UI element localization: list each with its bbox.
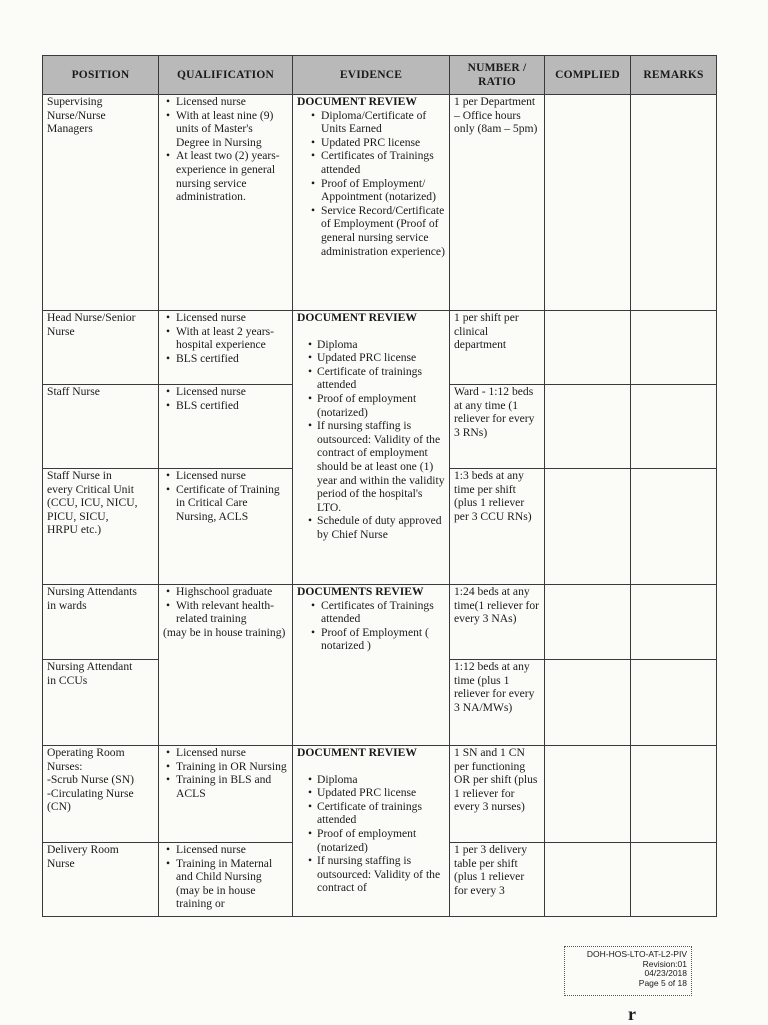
qualification-item: • Training in OR Nursing [176, 760, 288, 774]
cell-remarks [631, 843, 717, 917]
qualification-item: • Certificate of Training in Critical Care Nursing, ACLS [176, 483, 288, 524]
position-line: Operating Room [47, 746, 125, 759]
cell-ratio: 1:3 beds at any time per shift (plus 1 reliever per 3 CCU RNs) [450, 469, 545, 585]
cell-position [43, 746, 159, 843]
header-number-line1: NUMBER / [467, 62, 527, 74]
qualification-item: • Licensed nurse [176, 843, 288, 857]
evidence-item: • Updated PRC license [317, 351, 445, 365]
header-complied: COMPLIED [545, 56, 631, 95]
cell-remarks [631, 585, 717, 660]
position-line: PICU, SICU, [47, 509, 109, 523]
evidence-item: • Proof of Employment/ Appointment (notarized) [321, 177, 445, 204]
position-line: Nurse/Nurse [47, 108, 106, 122]
cell-ratio: 1 per 3 delivery table per shift (plus 1 reliever for every 3 [450, 843, 545, 917]
position-line: in wards [47, 598, 87, 612]
position-line: -Scrub Nurse (SN) [47, 773, 134, 787]
cell-ratio: 1:24 beds at any time(1 reliever for every 3 NAs) [450, 585, 545, 660]
cell-evidence [293, 311, 450, 585]
cell-remarks [631, 385, 717, 469]
position-line: Managers [47, 122, 93, 136]
evidence-item: • If nursing staffing is outsourced: Validity of the contract of [317, 854, 445, 895]
revision-number: Revision:01 [642, 958, 687, 969]
cell-ratio: Ward - 1:12 beds at any time (1 reliever for every 3 RNs) [450, 385, 545, 469]
evidence-item: • Updated PRC license [317, 786, 445, 800]
qualification-item: • Licensed nurse [176, 385, 288, 399]
page-number: Page 5 of 18 [638, 977, 687, 988]
position-line: Head Nurse/Senior [47, 311, 136, 324]
qualification-item: • Licensed nurse [176, 311, 288, 325]
cell-complied [545, 660, 631, 746]
header-position: POSITION [43, 56, 159, 95]
evidence-item: • Certificate of trainings attended [317, 800, 445, 827]
evidence-item: • Proof of employment (notarized) [317, 392, 445, 419]
position-line: Nurse [47, 324, 75, 338]
revision-date: 04/23/2018 [644, 968, 687, 979]
cell-remarks [631, 746, 717, 843]
qualification-item: • BLS certified [176, 352, 288, 366]
evidence-item: • If nursing staffing is outsourced: Validity of the contract of employment should be at least one (1) year and within the validity period of the hospital's LTO. [317, 419, 445, 514]
qualification-item: • Licensed nurse [176, 746, 288, 760]
position-line: Nursing Attendants [47, 585, 137, 598]
table-row [43, 95, 717, 311]
cell-complied [545, 95, 631, 311]
handwritten-mark: r [628, 1004, 636, 1024]
cell-qualification [159, 469, 293, 585]
cell-position [43, 660, 159, 746]
evidence-item: • Service Record/Certificate of Employment (Proof of general nursing service administration experience) [321, 204, 445, 258]
position-line: HRPU etc.) [47, 523, 102, 537]
cell-qualification [159, 385, 293, 469]
evidence-item: • Diploma/Certificate of Units Earned [321, 109, 445, 136]
cell-ratio: 1:12 beds at any time (plus 1 reliever for every 3 NA/MWs) [450, 660, 545, 746]
cell-qualification [159, 746, 293, 843]
cell-position [43, 585, 159, 660]
header-number-line2: RATIO [478, 76, 516, 88]
position-line: Staff Nurse [47, 385, 100, 398]
position-line: (CCU, ICU, NICU, [47, 496, 138, 510]
qualification-item: • Licensed nurse [176, 469, 288, 483]
table-header-row [43, 56, 717, 95]
cell-complied [545, 843, 631, 917]
qualification-item: • Training in Maternal and Child Nursing (may be in house training or [176, 857, 288, 911]
cell-complied [545, 311, 631, 385]
evidence-item: • Certificates of Trainings attended [321, 599, 445, 626]
cell-qualification [159, 95, 293, 311]
cell-evidence [293, 746, 450, 917]
evidence-item: • Diploma [317, 338, 445, 352]
document-control-box [564, 946, 692, 996]
cell-position [43, 95, 159, 311]
table-row [43, 585, 717, 660]
evidence-heading: DOCUMENT REVIEW [297, 311, 417, 324]
qualification-item: • Highschool graduate [176, 585, 288, 599]
qualification-item: • BLS certified [176, 399, 288, 413]
cell-qualification [159, 585, 293, 746]
header-evidence: EVIDENCE [293, 56, 450, 95]
document-code: DOH-HOS-LTO-AT-L2-PIV [586, 949, 687, 959]
cell-complied [545, 385, 631, 469]
qualification-item: • With at least 2 years-hospital experience [176, 325, 288, 352]
cell-position [43, 311, 159, 385]
cell-qualification [159, 311, 293, 385]
cell-position [43, 469, 159, 585]
cell-complied [545, 746, 631, 843]
requirements-table [42, 55, 717, 917]
qualification-item: • With at least nine (9) units of Master's Degree in Nursing [176, 109, 288, 150]
table-row [43, 311, 717, 385]
cell-evidence [293, 95, 450, 311]
cell-qualification [159, 843, 293, 917]
qualification-item: • Licensed nurse [176, 95, 288, 109]
position-line: Nursing Attendant [47, 660, 133, 673]
qualification-item: • At least two (2) years-experience in general nursing service administration. [176, 149, 288, 203]
position-line: Nurses: [47, 759, 83, 773]
evidence-item: • Updated PRC license [321, 136, 445, 150]
header-number-ratio [450, 56, 545, 95]
cell-complied [545, 469, 631, 585]
cell-ratio: 1 per shift per clinical department [450, 311, 545, 385]
position-line: Nurse [47, 856, 75, 870]
evidence-item: • Proof of Employment ( notarized ) [321, 626, 445, 653]
position-line: in CCUs [47, 673, 88, 687]
position-line: Staff Nurse in [47, 469, 112, 482]
table-row [43, 746, 717, 843]
cell-remarks [631, 95, 717, 311]
cell-remarks [631, 660, 717, 746]
cell-complied [545, 585, 631, 660]
evidence-item: • Diploma [317, 773, 445, 787]
cell-remarks [631, 311, 717, 385]
qualification-item: • With relevant health-related training [176, 599, 288, 626]
evidence-heading: DOCUMENT REVIEW [297, 746, 417, 759]
evidence-item: • Schedule of duty approved by Chief Nurse [317, 514, 445, 541]
cell-evidence [293, 585, 450, 746]
cell-ratio: 1 per Department – Office hours only (8am – 5pm) [450, 95, 545, 311]
evidence-item: • Certificates of Trainings attended [321, 149, 445, 176]
position-line: every Critical Unit [47, 482, 134, 496]
header-remarks: REMARKS [631, 56, 717, 95]
cell-remarks [631, 469, 717, 585]
position-line: Supervising [47, 95, 103, 108]
position-line: Delivery Room [47, 843, 119, 856]
cell-position [43, 843, 159, 917]
qualification-note: (may be in house training) [163, 625, 286, 639]
evidence-item: • Proof of employment (notarized) [317, 827, 445, 854]
evidence-heading: DOCUMENT REVIEW [297, 95, 417, 108]
header-qualification: QUALIFICATION [159, 56, 293, 95]
cell-ratio: 1 SN and 1 CN per functioning OR per shift (plus 1 reliever for every 3 nurses) [450, 746, 545, 843]
evidence-item: • Certificate of trainings attended [317, 365, 445, 392]
cell-position [43, 385, 159, 469]
qualification-item: • Training in BLS and ACLS [176, 773, 288, 800]
evidence-heading: DOCUMENTS REVIEW [297, 585, 424, 598]
position-line: -Circulating Nurse [47, 786, 134, 800]
position-line: (CN) [47, 800, 71, 814]
